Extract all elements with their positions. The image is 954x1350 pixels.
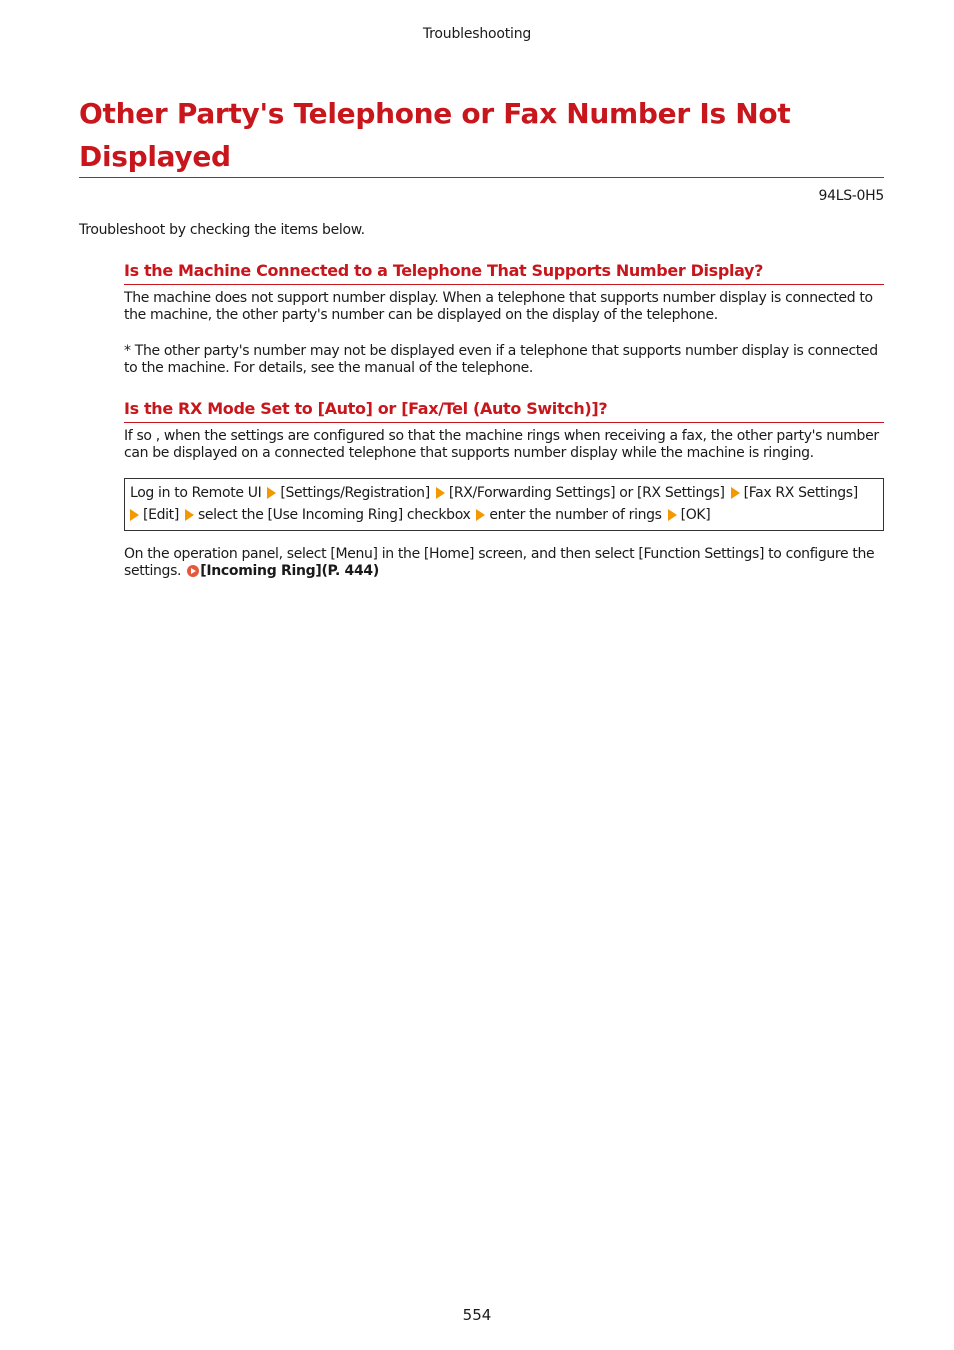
step-text: select the [Use Incoming Ring] checkbox	[197, 507, 471, 523]
triangle-right-icon	[436, 487, 445, 499]
step-text: [Edit]	[143, 507, 179, 523]
incoming-ring-link[interactable]: [Incoming Ring](P. 444)	[200, 563, 379, 579]
triangle-right-icon	[185, 509, 194, 521]
step-text: [Fax RX Settings]	[743, 485, 858, 501]
triangle-right-icon	[668, 509, 677, 521]
procedure-steps-box	[124, 478, 884, 531]
section-heading: Is the RX Mode Set to [Auto] or [Fax/Tel (Auto Switch)]?	[124, 397, 884, 423]
title-divider	[79, 177, 884, 178]
section-rx-mode	[124, 397, 884, 580]
triangle-right-icon	[731, 487, 740, 499]
step-text: [Settings/Registration]	[280, 485, 430, 501]
triangle-right-icon	[130, 509, 139, 521]
operation-panel-note	[124, 546, 884, 580]
section-paragraph: If so , when the settings are configured so that the machine rings when receiving a fax, the other party's number can be displayed on a connected telephone that supports number display while the machine is ringing.	[124, 428, 879, 461]
triangle-right-icon	[267, 487, 276, 499]
triangle-right-icon	[476, 509, 485, 521]
step-text: [OK]	[680, 507, 711, 523]
section-number-display	[124, 259, 884, 377]
section-note: * The other party's number may not be displayed even if a telephone that supports number display is connected to the machine. For details, see the manual of the telephone.	[124, 343, 878, 376]
step-text: [RX/Forwarding Settings] or [RX Settings]	[448, 485, 725, 501]
running-header: Troubleshooting	[422, 26, 532, 42]
step-text: Log in to Remote UI	[130, 485, 262, 501]
document-code: 94LS-0H5	[818, 188, 884, 204]
page-number: 554	[462, 1306, 492, 1324]
step-text: enter the number of rings	[489, 507, 662, 523]
section-paragraph: The machine does not support number display. When a telephone that supports number display is connected to the machine, the other party's number can be displayed on the display of the telephone.	[124, 290, 873, 323]
page-title: Other Party's Telephone or Fax Number Is Not Displayed	[79, 97, 791, 173]
circle-arrow-link-icon[interactable]	[187, 565, 199, 577]
intro-text: Troubleshoot by checking the items below.	[79, 222, 365, 238]
section-heading: Is the Machine Connected to a Telephone That Supports Number Display?	[124, 259, 884, 285]
note-text: On the operation panel, select [Menu] in the [Home] screen, and then select [Function Settings] to configure the settings.	[124, 546, 875, 579]
